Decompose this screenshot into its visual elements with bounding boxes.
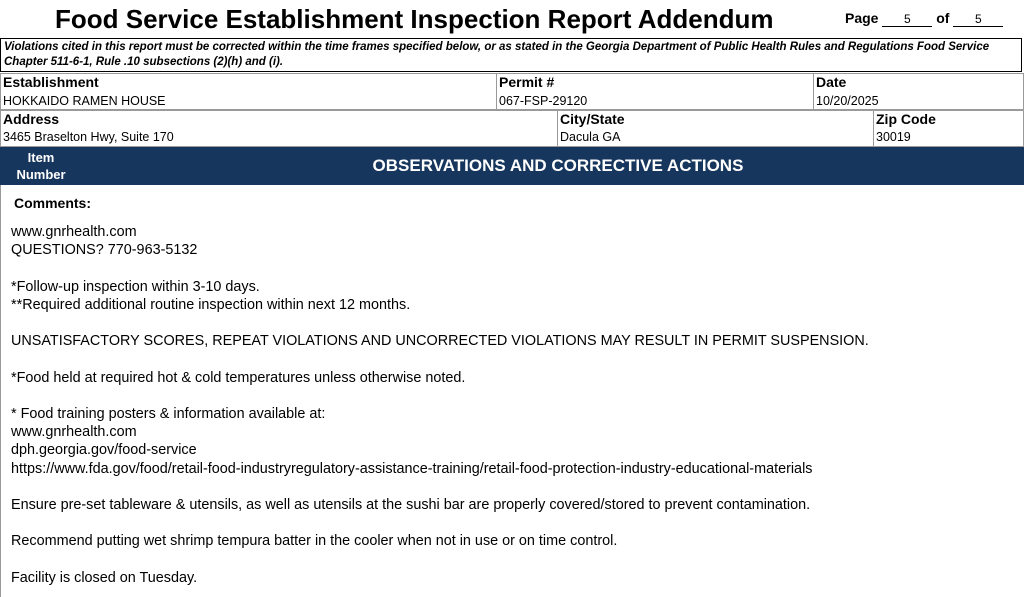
address-label: Address [3, 111, 60, 127]
of-label: of [936, 10, 950, 26]
establishment-label: Establishment [3, 74, 99, 90]
city-value: Dacula GA [560, 130, 621, 144]
comment-line: Recommend putting wet shrimp tempura batter in the cooler when not in use or on time control. [11, 533, 618, 550]
comment-spacer [11, 478, 869, 496]
comment-line: www.gnrhealth.com [11, 424, 137, 441]
city-cell [557, 110, 874, 147]
city-label: City/State [560, 111, 625, 127]
report-header [0, 0, 1024, 38]
establishment-cell [0, 73, 497, 110]
comment-spacer [11, 350, 869, 368]
page-indicator [845, 10, 1003, 27]
zip-cell [873, 110, 1024, 147]
report-title: Food Service Establishment Inspection Report Addendum [55, 4, 774, 34]
permit-label: Permit # [499, 74, 555, 90]
comment-line: dph.georgia.gov/food-service [11, 442, 197, 459]
comment-line: Ensure pre-set tableware & utensils, as well as utensils at the sushi bar are properly covered/stored to prevent contamination. [11, 496, 811, 513]
comment-line: * Food training posters & information available at: [11, 405, 326, 422]
comment-line: https://www.fda.gov/food/retail-food-industryregulatory-assistance-training/retail-food-protection-industry-educational-materials [11, 460, 813, 477]
zip-value: 30019 [876, 130, 911, 144]
date-cell [813, 73, 1024, 110]
date-value: 10/20/2025 [816, 94, 879, 108]
item-number-line2: Number [16, 167, 66, 182]
info-row-address [0, 110, 1024, 147]
observations-header-band [0, 147, 1024, 185]
comment-line: Facility is closed on Tuesday. [11, 569, 198, 586]
comment-line: **Required additional routine inspection within next 12 months. [11, 296, 411, 313]
info-row-establishment [0, 73, 1024, 110]
comment-spacer [11, 551, 869, 569]
comment-line: www.gnrhealth.com [11, 224, 137, 240]
establishment-value: HOKKAIDO RAMEN HOUSE [3, 94, 166, 108]
comment-spacer [11, 314, 869, 332]
date-label: Date [816, 74, 847, 90]
comment-line: *Food held at required hot & cold temperatures unless otherwise noted. [11, 369, 466, 386]
zip-label: Zip Code [876, 111, 936, 127]
comments-label: Comments: [14, 195, 92, 211]
page-total: 5 [953, 12, 1003, 27]
page-label: Page [845, 10, 879, 26]
address-value: 3465 Braselton Hwy, Suite 170 [3, 130, 174, 144]
comment-spacer [11, 514, 869, 532]
page-number: 5 [882, 12, 932, 27]
observations-heading: OBSERVATIONS AND CORRECTIVE ACTIONS [372, 156, 744, 175]
comments-section [0, 185, 1024, 597]
item-number-line1: Item [27, 150, 55, 165]
comment-spacer [11, 259, 869, 277]
comment-spacer [11, 387, 869, 405]
permit-cell [496, 73, 814, 110]
regulation-notice: Violations cited in this report must be corrected within the time frames specified below, or as stated in the Georgia Department of Public Health Rules and Regulations Food Service Chapter 511-6-1, Rule .10 subsections (2)(h) and (i). [0, 38, 1022, 72]
address-cell [0, 110, 558, 147]
comments-text [11, 223, 869, 587]
comment-line: QUESTIONS? 770-963-5132 [11, 242, 198, 259]
comment-line: UNSATISFACTORY SCORES, REPEAT VIOLATIONS AND UNCORRECTED VIOLATIONS MAY RESULT IN PERMIT SUSPENSION. [11, 333, 869, 350]
comment-line: *Follow-up inspection within 3-10 days. [11, 278, 260, 295]
permit-value: 067-FSP-29120 [499, 94, 588, 108]
